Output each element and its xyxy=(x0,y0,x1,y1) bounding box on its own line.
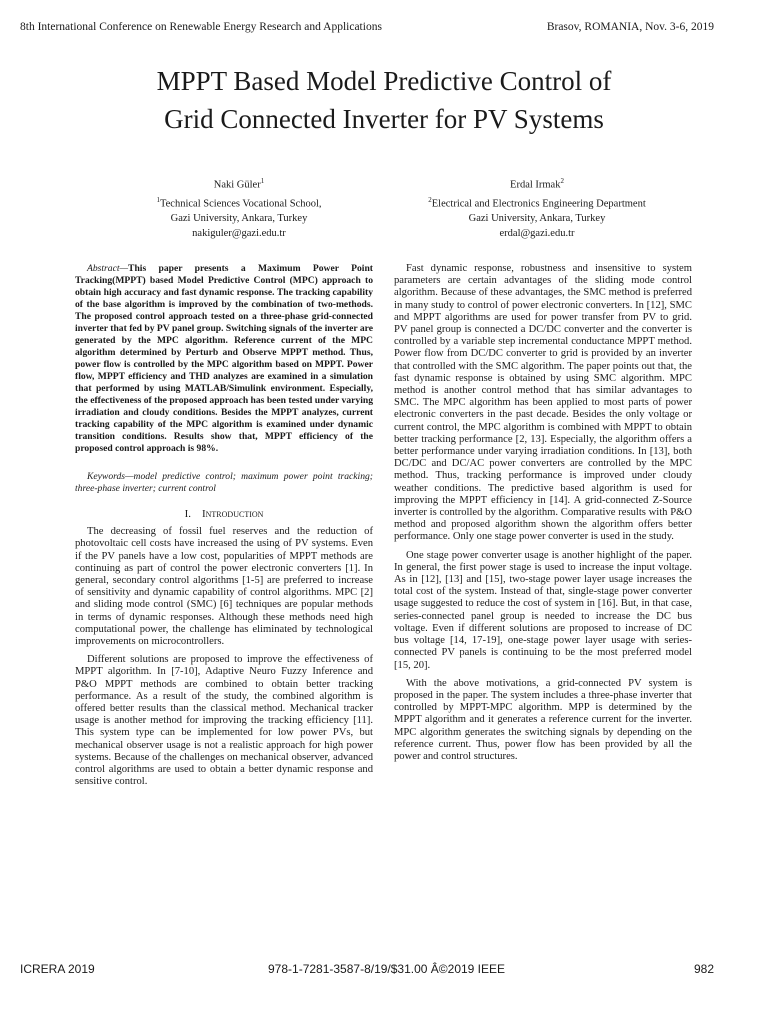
author-block-2 xyxy=(372,174,702,241)
conference-location-date: Brasov, ROMANIA, Nov. 3-6, 2019 xyxy=(546,21,714,33)
footer-conference: ICRERA 2019 xyxy=(20,962,95,976)
author-institution: Gazi University, Ankara, Turkey xyxy=(468,213,606,224)
page-header xyxy=(20,21,714,37)
author-affiliation: $^1$Technical Sciences Vocational School, xyxy=(156,196,322,210)
author-email: nakiguler@gazi.edu.tr xyxy=(192,227,286,239)
author-block-1 xyxy=(74,174,404,241)
abstract-text: This paper presents a Maximum Power Point Tracking(MPPT) based Model Predictive Control (MPC) approach to obtain high accuracy and fast dynamic response. The tracking capability of the base algorithm is improved by the combination of two-methods. The proposed control approach tested on a three-phase grid-connected inverter that fed by PV panel group. Switching signals of the inverter are generated by the MPC algorithm. Reference current of the MPC algorithm determined by Perturb and Observe MPPT method. Thus, power flow is controlled by the MPC algorithm based on MPPT. Power flow, MPPT efficiency and THD analyzes are examined in a simulation that performed by using MATLAB/Simulink environment. Especially, the effectiveness of the proposed approach has been tested under varying irradiation and cloudy conditions. Besides the MPPT analyzes, current tracking capability of the MPC algorithm is examined under dynamic transition conditions. Results show that, MPPT efficiency of the proposed control approach is 98%. xyxy=(75,263,373,454)
author-email: erdal@gazi.edu.tr xyxy=(499,227,575,239)
paragraph: With the above motivations, a grid-connected PV system is proposed in the paper. The system includes a three-phase inverter that controlled by MPPT-MPC algorithm. MPP is determined by the MPPT algorithm and it generates a reference current for the inverter. MPC algorithm generates the switching signals by depending on the reference current. Thus, power flow has been provided by all the power and control structures. xyxy=(394,677,692,762)
right-column xyxy=(394,263,692,769)
author-affiliation: $^2$Electrical and Electronics Engineering Department xyxy=(428,196,646,210)
paragraph: Different solutions are proposed to improve the effectiveness of MPPT algorithm. In [7-10], Adaptive Neuro Fuzzy Inference and P&O MPPT methods are combined to obtain better tracking performance. As a result of the study, the combined algorithm is offered better results than the classical method. Mechanical tracker usage is another method for improving the tracking efficiency [11]. This system type can be implemented for low power PVs, but mechanical observer usage is not a realistic approach for high power systems. Because of the challenges on mechanical observer, advanced control algorithms are used to obtain a better dynamic response and sensitive control. xyxy=(75,654,373,788)
keywords: Keywords—model predictive control; maximum power point tracking; three-phase inverter; current control xyxy=(75,471,373,494)
section-number: I. xyxy=(184,508,191,520)
abstract xyxy=(75,263,373,455)
paragraph: Fast dynamic response, robustness and insensitive to system parameters are certain advantages of the sliding mode control algorithm. Because of these advantages, the SMC method is preferred in many study to control of power electronic converters. In [12], SMC and MPPT algorithms are used for power transfer from PV to grid. PV panel group is connected a DC/DC converter and the converter is controlled by a variable step incremental conductance MPPT method. Power flow from DC/DC converter to grid is provided by an inverter that controlled with the SMC algorithm. The paper points out that, the fast dynamic response is obtained by using SMC algorithm. MPC method is another control method that has similar advantages to SMC. The MPC algorithm has been applied to most parts of power electronic converters in the past decade. Besides the only voltage or current control, the MPC algorithm is combined with MPPT to obtain better tracking performance [2, 13]. Especially, the algorithm offers a better performance under varying irradiation conditions. In [13], both DC/DC and DC/AC power converters are controlled by the MPC method. Thus, tracking performance is improved under cloudy weather conditions. The predictive based algorithm is used for improving the MPPT efficiency in [14]. A grid-connected Z-Source inverter is controlled by the algorithm. Comparative results with P&O method and proposed algorithm shown the algorithm offers better performance. Only one stage power converter is used in the study. xyxy=(394,263,692,543)
paper-title xyxy=(0,62,768,138)
title-line-1: MPPT Based Model Predictive Control of xyxy=(156,66,612,96)
footer-isbn-copyright: 978-1-7281-3587-8/19/$31.00 Â©2019 IEEE xyxy=(268,962,506,976)
page-footer xyxy=(20,962,714,978)
left-column xyxy=(75,263,373,794)
title-line-2: Grid Connected Inverter for PV Systems xyxy=(164,104,604,134)
author-name: Naki Güler$^1$ xyxy=(213,177,265,191)
abstract-lead: Abstract— xyxy=(87,263,129,274)
author-name: Erdal Irmak$^2$ xyxy=(510,177,564,191)
section-heading-introduction xyxy=(75,508,373,520)
page-number: 982 xyxy=(693,962,714,976)
section-title: Introduction xyxy=(201,508,264,520)
paragraph: One stage power converter usage is another highlight of the paper. In general, the first power stage is used to increase the input voltage. As in [12], [13] and [15], two-stage power layer usage increases the total cost of the system. Instead of that, single-stage power converter usage suggested to reduce the cost of system in [16]. But, in that case, series-connected panel group is needed to increase the DC bus voltage. Even if different solutions are proposed to increase of DC bus voltage [14, 17-19], one-stage power layer usage with series-connected PV panels is continuing to be the most preferred model [15, 20]. xyxy=(394,549,692,671)
paragraph: The decreasing of fossil fuel reserves and the reduction of photovoltaic cell costs have increased the using of PV systems. Even if the PV panels have a low cost, popularities of MPPT methods are continuing as part of control the power electronic converters [1]. In general, secondary control algorithms [1-5] are preferred to increase of sensitivity and dynamic capability of control algorithms. MPC [2] and sliding mode control (SMC) [6] techniques are popular methods in terms of dynamic responses. Although these methods need high computational power, the challenge has eliminated by technological improvements on microcontrollers. xyxy=(75,526,373,648)
conference-name: 8th International Conference on Renewable Energy Research and Applications xyxy=(20,21,382,33)
author-institution: Gazi University, Ankara, Turkey xyxy=(170,213,308,224)
